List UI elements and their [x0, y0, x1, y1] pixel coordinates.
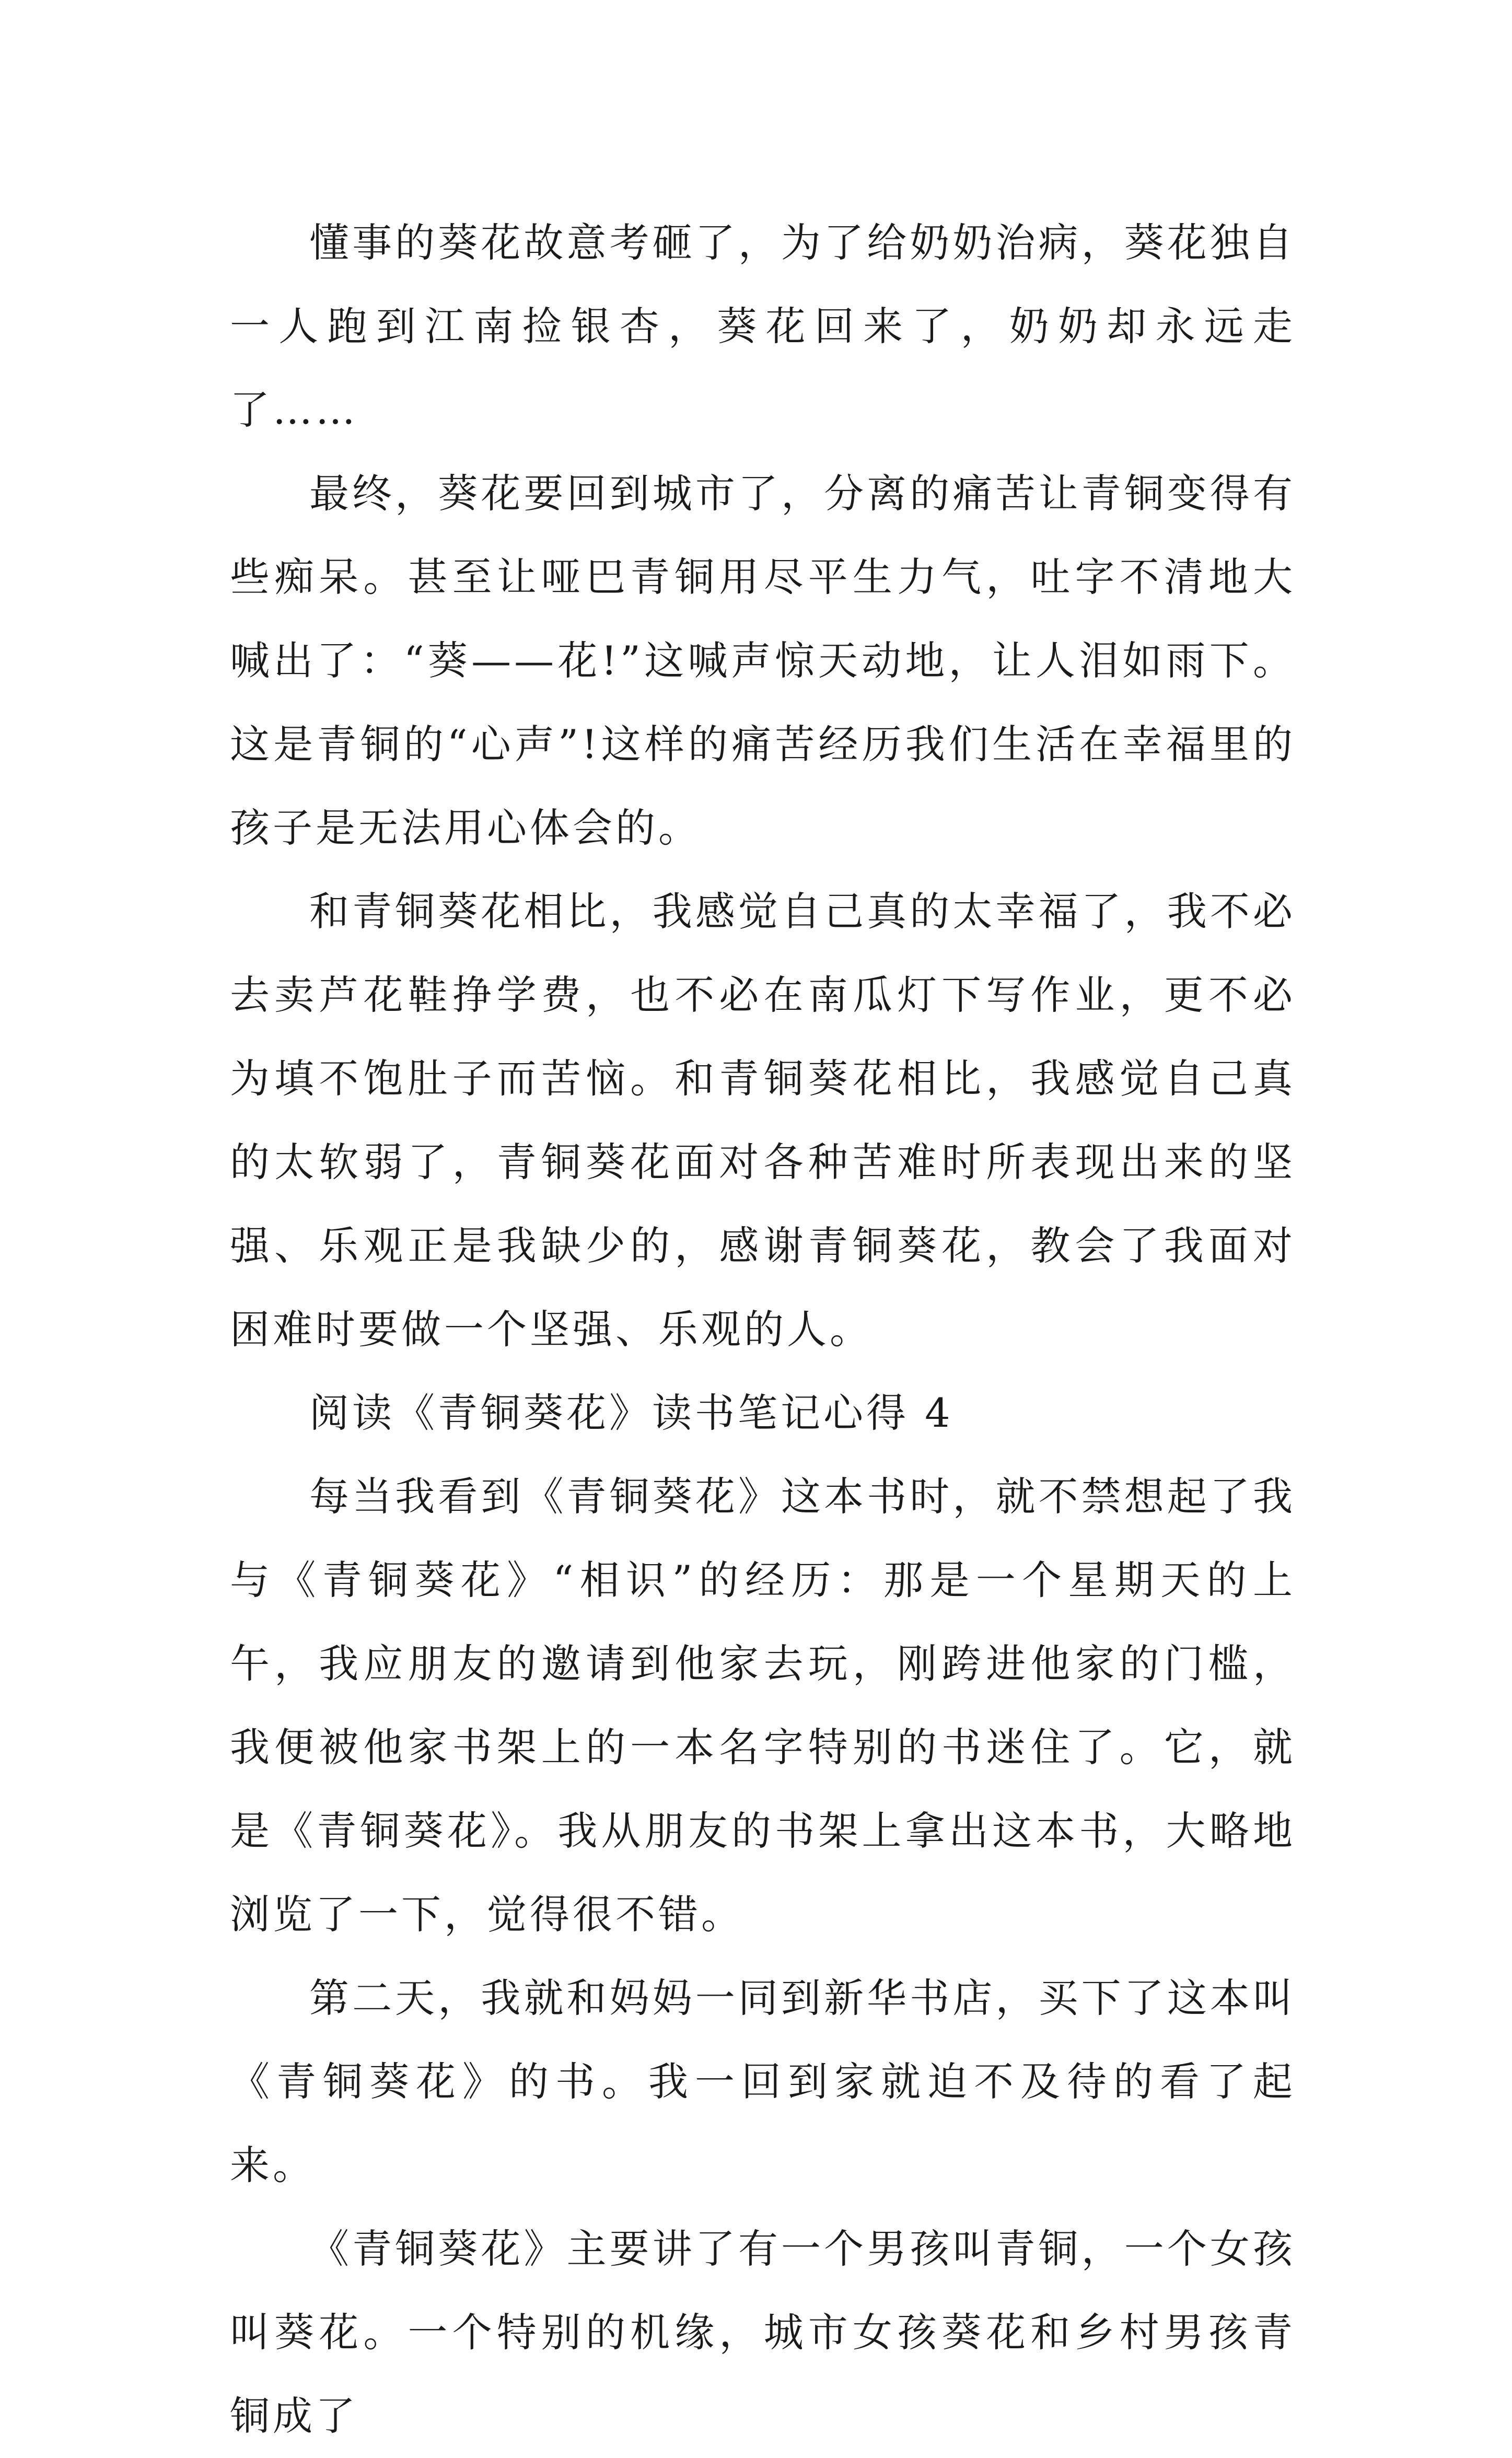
paragraph-4: 每当我看到《青铜葵花》这本书时，就不禁想起了我与《青铜葵花》“相识”的经历：那是一个星期天的上午，我应朋友的邀请到他家去玩，刚跨进他家的门槛，我便被他家书架上的一本名字特别的书迷住了。它，就是《青铜葵花》。我从朋友的书架上拿出这本书，大略地浏览了一下，觉得很不错。	[230, 1473, 1296, 1938]
paragraph-3: 和青铜葵花相比，我感觉自己真的太幸福了，我不必去卖芦花鞋挣学费，也不必在南瓜灯下写作业，更不必为填不饱肚子而苦恼。和青铜葵花相比，我感觉自己真的太软弱了，青铜葵花面对各种苦难时所表现出来的坚强、乐观正是我缺少的，感谢青铜葵花，教会了我面对困难时要做一个坚强、乐观的人。	[230, 888, 1296, 1353]
paragraph-5: 第二天，我就和妈妈一同到新华书店，买下了这本叫《青铜葵花》的书。我一回到家就迫不及待的看了起来。	[230, 1975, 1296, 2188]
paragraph-6: 《青铜葵花》主要讲了有一个男孩叫青铜，一个女孩叫葵花。一个特别的机缘，城市女孩葵花和乡村男孩青铜成了	[230, 2226, 1296, 2439]
document-body	[230, 201, 1296, 2458]
paragraph-1: 懂事的葵花故意考砸了，为了给奶奶治病，葵花独自一人跑到江南捡银杏，葵花回来了，奶奶却永远走了……	[230, 219, 1296, 433]
paragraph-2: 最终，葵花要回到城市了，分离的痛苦让青铜变得有些痴呆。甚至让哑巴青铜用尽平生力气，吐字不清地大喊出了：“葵——花!”这喊声惊天动地，让人泪如雨下。这是青铜的“心声”!这样的痛苦经历我们生活在幸福里的孩子是无法用心体会的。	[230, 470, 1296, 851]
section-heading: 阅读《青铜葵花》读书笔记心得 4	[309, 1390, 953, 1436]
